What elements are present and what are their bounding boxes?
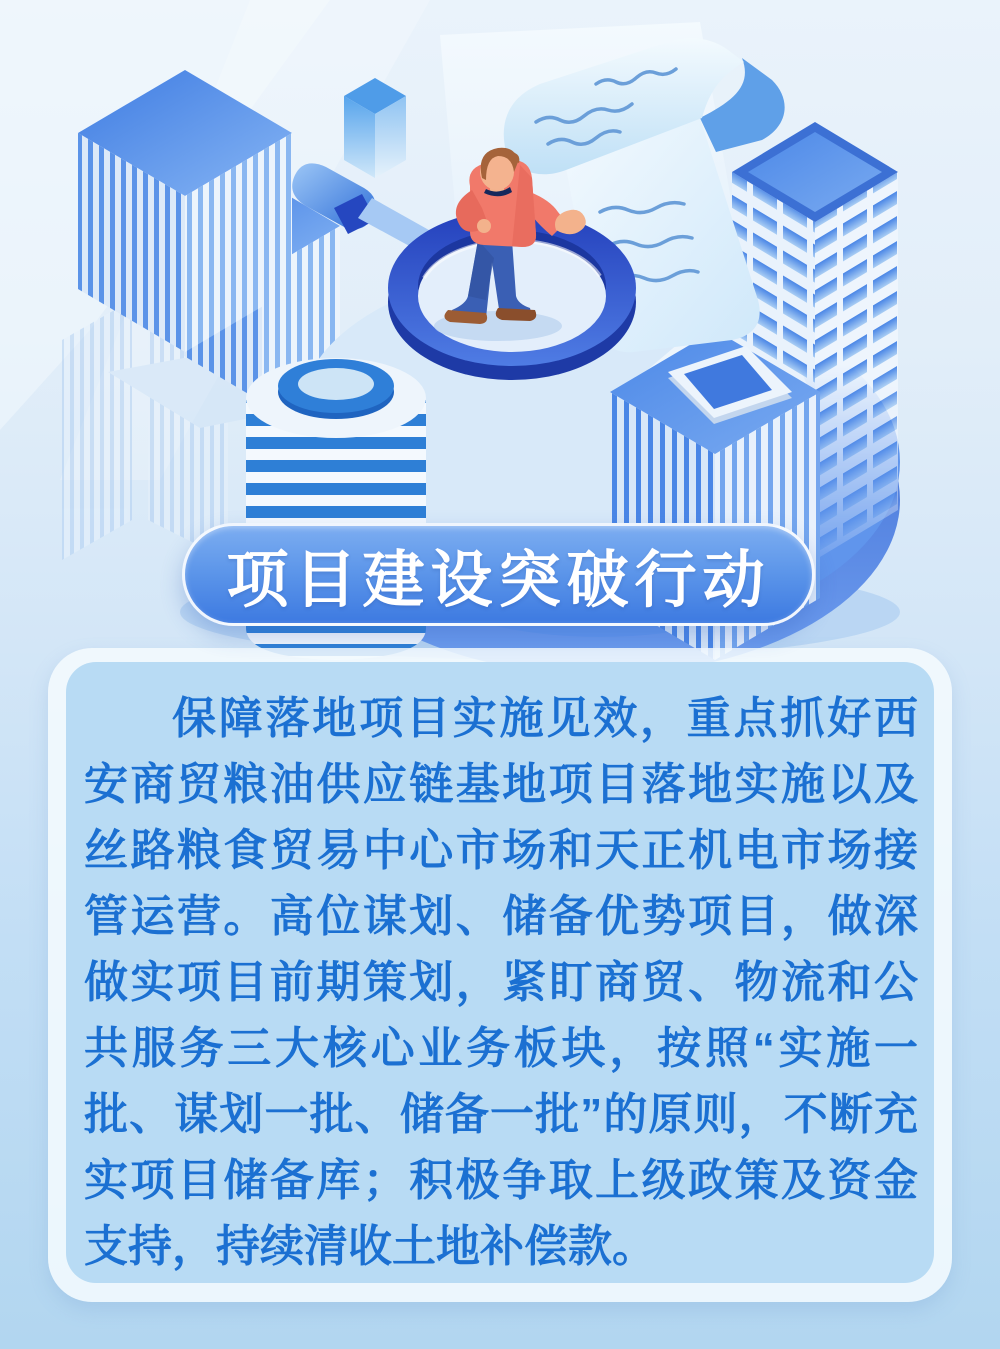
banner-title: 项目建设突破行动 (226, 546, 771, 615)
content-card (66, 662, 934, 1283)
title-banner (182, 523, 815, 626)
small-cube-icon (344, 78, 406, 178)
body-paragraph: 保障落地项目实施见效，重点抓好西安商贸粮油供应链基地项目落地实施以及丝路粮食贸易中心市场和天正机电市场接管运营。高位谋划、储备优势项目，做深做实项目前期策划，紧盯商贸、物流和公共服务三大核心业务板块，按照“实施一批、谋划一批、储备一批”的原则，不断充实项目储备库；积极争取上级政策及资金支持，持续清收土地补偿款。 (84, 694, 918, 1271)
content-card-frame (48, 648, 952, 1302)
